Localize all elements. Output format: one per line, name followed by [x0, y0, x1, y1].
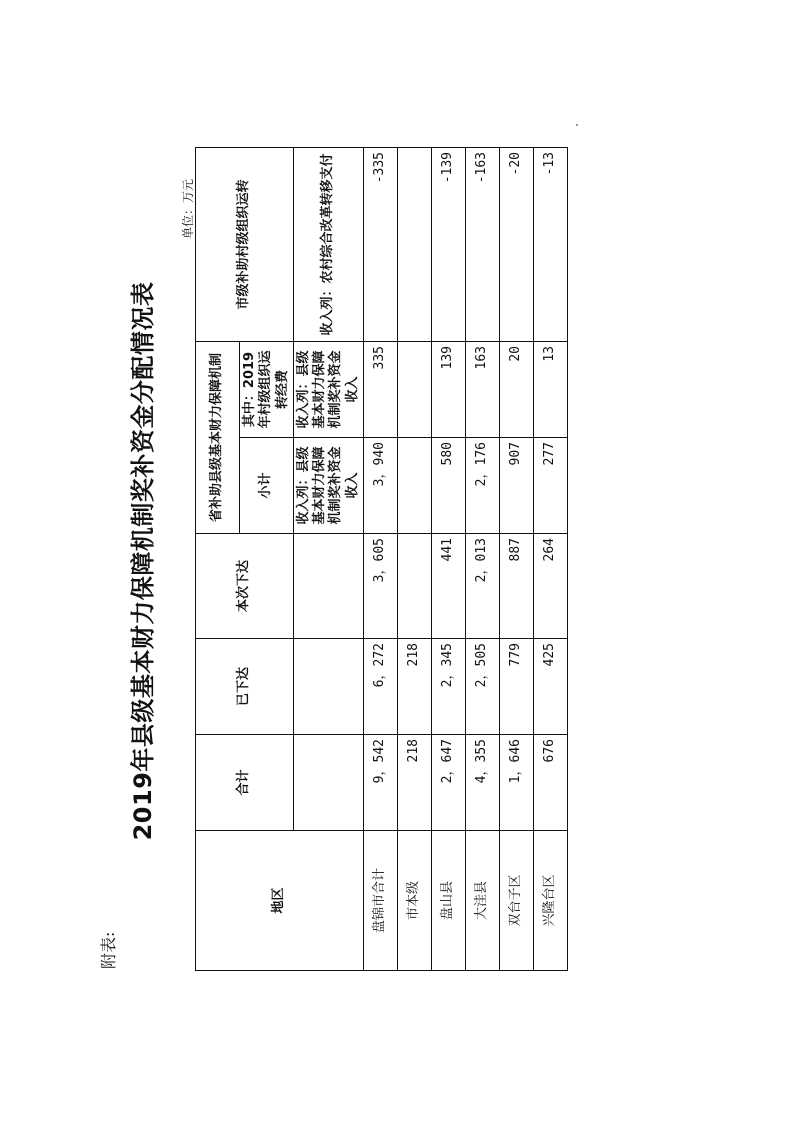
row-subtotal: 580 — [431, 437, 465, 533]
table-row — [397, 147, 431, 970]
header-this-time: 本次下达 — [195, 533, 293, 638]
header-municipal: 市级补助村级组织运转 — [195, 147, 293, 341]
table-row — [465, 147, 499, 970]
row-region: 大洼县 — [465, 830, 499, 970]
row-of-which: 20 — [499, 341, 533, 437]
row-municipal: -139 — [431, 147, 465, 341]
income-total-empty — [293, 734, 363, 830]
row-this-time — [397, 533, 431, 638]
table-row — [499, 147, 533, 970]
table-row — [363, 147, 397, 970]
scan-speck — [576, 124, 578, 126]
income-subtotal: 收入列：县级基本财力保障机制奖补资金收入 — [293, 437, 363, 533]
income-municipal: 收入列：农村综合改革转移支付 — [293, 147, 363, 341]
page-title: 2019年县级基本财力保障机制奖补资金分配情况表 — [128, 281, 157, 840]
row-region: 兴隆台区 — [533, 830, 567, 970]
row-municipal: -13 — [533, 147, 567, 341]
row-total: 1，646 — [499, 734, 533, 830]
table-row — [431, 147, 465, 970]
row-issued: 2，345 — [431, 638, 465, 734]
row-total: 9，542 — [363, 734, 397, 830]
row-subtotal: 907 — [499, 437, 533, 533]
row-of-which: 139 — [431, 341, 465, 437]
income-this-time-empty — [293, 533, 363, 638]
header-region: 地区 — [195, 830, 363, 970]
row-municipal — [397, 147, 431, 341]
row-issued: 425 — [533, 638, 567, 734]
rotated-document — [1, 1, 793, 1121]
income-issued-empty — [293, 638, 363, 734]
row-subtotal: 2，176 — [465, 437, 499, 533]
row-of-which — [397, 341, 431, 437]
unit-label: 单位：万元 — [180, 178, 195, 239]
header-subtotal: 小计 — [239, 437, 293, 533]
row-region: 盘锦市合计 — [363, 830, 397, 970]
row-issued: 218 — [397, 638, 431, 734]
row-municipal: -163 — [465, 147, 499, 341]
row-region: 市本级 — [397, 830, 431, 970]
row-of-which: 163 — [465, 341, 499, 437]
row-region: 盘山县 — [431, 830, 465, 970]
table-row — [533, 147, 567, 970]
row-of-which: 13 — [533, 341, 567, 437]
header-provincial: 省补助县级基本财力保障机制 — [195, 341, 239, 533]
row-municipal: -335 — [363, 147, 397, 341]
attachment-label: 附表: — [98, 931, 118, 969]
header-row-1 — [195, 147, 239, 970]
row-region: 双台子区 — [499, 830, 533, 970]
income-of-which: 收入列：县级基本财力保障机制奖补资金收入 — [293, 341, 363, 437]
header-total: 合计 — [195, 734, 293, 830]
row-this-time: 441 — [431, 533, 465, 638]
row-subtotal: 3，940 — [363, 437, 397, 533]
row-subtotal — [397, 437, 431, 533]
row-of-which: 335 — [363, 341, 397, 437]
row-issued: 779 — [499, 638, 533, 734]
row-this-time: 264 — [533, 533, 567, 638]
row-municipal: -20 — [499, 147, 533, 341]
header-issued: 已下达 — [195, 638, 293, 734]
row-total: 4，355 — [465, 734, 499, 830]
row-total: 218 — [397, 734, 431, 830]
row-total: 676 — [533, 734, 567, 830]
row-this-time: 3，605 — [363, 533, 397, 638]
row-total: 2，647 — [431, 734, 465, 830]
allocation-table — [195, 146, 568, 970]
row-subtotal: 277 — [533, 437, 567, 533]
row-this-time: 2，013 — [465, 533, 499, 638]
row-issued: 2，505 — [465, 638, 499, 734]
header-of-which: 其中：2019年村级组织运转经费 — [239, 341, 293, 437]
row-this-time: 887 — [499, 533, 533, 638]
row-issued: 6，272 — [363, 638, 397, 734]
